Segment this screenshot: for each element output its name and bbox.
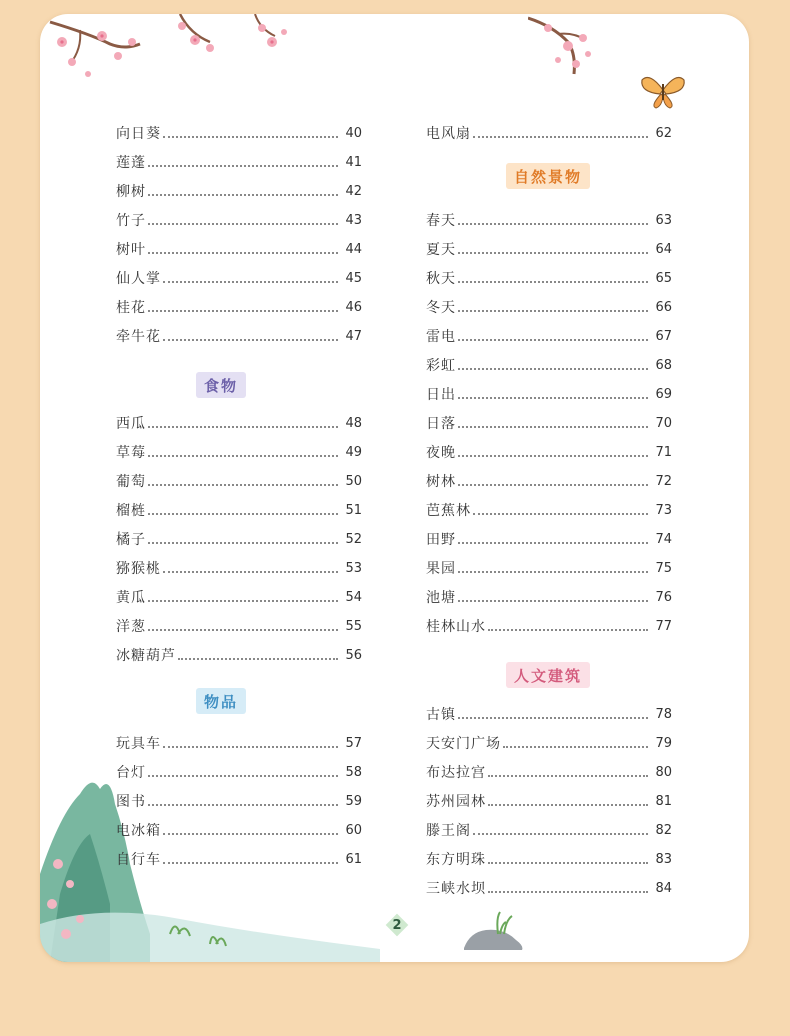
page-number: 2 bbox=[386, 914, 408, 936]
toc-entry[interactable]: 雷电 67 bbox=[426, 328, 672, 345]
toc-entry[interactable]: 彩虹 68 bbox=[426, 357, 672, 374]
toc-entry[interactable]: 台灯 58 bbox=[116, 764, 362, 781]
toc-entry[interactable]: 冰糖葫芦 56 bbox=[116, 647, 362, 664]
toc-entry[interactable]: 田野 74 bbox=[426, 531, 672, 548]
toc-entry[interactable]: 洋葱 55 bbox=[116, 618, 362, 635]
toc-entry[interactable]: 葡萄 50 bbox=[116, 473, 362, 490]
toc-entry[interactable]: 桂花 46 bbox=[116, 299, 362, 316]
toc-entry[interactable]: 牵牛花 47 bbox=[116, 328, 362, 345]
section-title-food: 食物 bbox=[196, 372, 246, 398]
toc-entry[interactable]: 草莓 49 bbox=[116, 444, 362, 461]
toc-entry[interactable]: 滕王阁 82 bbox=[426, 822, 672, 839]
toc-entry[interactable]: 夏天 64 bbox=[426, 241, 672, 258]
toc-entry[interactable]: 秋天 65 bbox=[426, 270, 672, 287]
rock-grass-icon bbox=[460, 910, 530, 954]
section-title-items: 物品 bbox=[196, 688, 246, 714]
toc-entry[interactable]: 猕猴桃 53 bbox=[116, 560, 362, 577]
toc-entry[interactable]: 天安门广场 79 bbox=[426, 735, 672, 752]
toc-entry[interactable]: 榴梿 51 bbox=[116, 502, 362, 519]
section-title-culture: 人文建筑 bbox=[506, 662, 590, 688]
toc-entry[interactable]: 日落 70 bbox=[426, 415, 672, 432]
toc-page bbox=[40, 14, 749, 962]
toc-entry[interactable]: 桂林山水 77 bbox=[426, 618, 672, 635]
toc-entry[interactable]: 古镇 78 bbox=[426, 706, 672, 723]
toc-entry[interactable]: 电冰箱 60 bbox=[116, 822, 362, 839]
toc-entry[interactable]: 池塘 76 bbox=[426, 589, 672, 606]
toc-entry[interactable]: 树林 72 bbox=[426, 473, 672, 490]
toc-entry[interactable]: 苏州园林 81 bbox=[426, 793, 672, 810]
toc-entry[interactable]: 自行车 61 bbox=[116, 851, 362, 868]
toc-entry[interactable]: 芭蕉林 73 bbox=[426, 502, 672, 519]
toc-entry[interactable]: 玩具车 57 bbox=[116, 735, 362, 752]
toc-entry[interactable]: 黄瓜 54 bbox=[116, 589, 362, 606]
toc-entry[interactable]: 日出 69 bbox=[426, 386, 672, 403]
toc-entry[interactable]: 电风扇 62 bbox=[426, 125, 672, 142]
toc-entry[interactable]: 莲蓬 41 bbox=[116, 154, 362, 171]
toc-entry[interactable]: 树叶 44 bbox=[116, 241, 362, 258]
toc-entry[interactable]: 西瓜 48 bbox=[116, 415, 362, 432]
toc-entry[interactable]: 夜晚 71 bbox=[426, 444, 672, 461]
section-title-nature: 自然景物 bbox=[506, 163, 590, 189]
toc-entry[interactable]: 三峡水坝 84 bbox=[426, 880, 672, 897]
butterfly-icon bbox=[640, 70, 686, 110]
toc-entry[interactable]: 冬天 66 bbox=[426, 299, 672, 316]
cherry-blossom-branch-icon bbox=[40, 14, 300, 94]
toc-entry[interactable]: 春天 63 bbox=[426, 212, 672, 229]
toc-entry[interactable]: 布达拉宫 80 bbox=[426, 764, 672, 781]
toc-entry[interactable]: 东方明珠 83 bbox=[426, 851, 672, 868]
toc-entry[interactable]: 图书 59 bbox=[116, 793, 362, 810]
toc-entry[interactable]: 橘子 52 bbox=[116, 531, 362, 548]
toc-entry[interactable]: 仙人掌 45 bbox=[116, 270, 362, 287]
toc-entry[interactable]: 果园 75 bbox=[426, 560, 672, 577]
toc-entry[interactable]: 向日葵 40 bbox=[116, 125, 362, 142]
toc-entry[interactable]: 竹子 43 bbox=[116, 212, 362, 229]
cherry-blossom-branch-icon bbox=[528, 14, 608, 94]
toc-entry[interactable]: 柳树 42 bbox=[116, 183, 362, 200]
